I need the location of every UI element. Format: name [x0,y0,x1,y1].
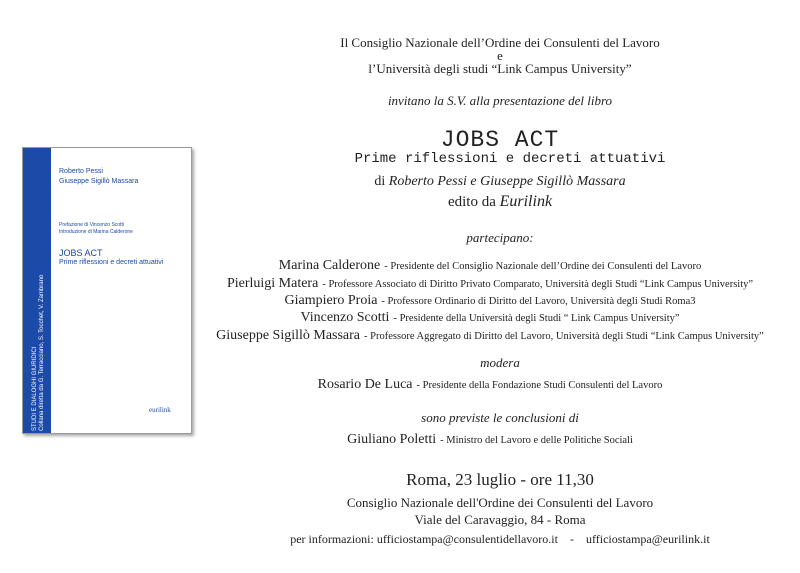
moderator-row: Rosario De Luca - Presidente della Fondazione Studi Consulenti del Lavoro [317,377,663,392]
conclusions-role: Ministro del Lavoro e delle Politiche Sociali [446,435,633,446]
participant-name: Vincenzo Scotti [300,310,390,325]
participant-name: Marina Calderone [278,258,381,273]
authors-prefix: di [374,174,386,189]
event-date-time: Roma, 23 luglio - ore 11,30 [406,470,594,489]
participant-name: Pierluigi Matera [226,276,319,291]
header-organizer-2: l’Università degli studi “Link Campus University” [368,61,632,76]
contact-separator: - [569,532,574,546]
participant-row: Pierluigi Matera - Professore Associato di Diritto Privato Comparato, Università degli Studi “Link Campus University” [226,276,754,291]
cover-title: JOBS ACT [59,248,103,258]
book-cover-image [22,147,192,434]
info-prefix: per informazioni: [290,532,374,546]
participant-name: Giampiero Proia [284,293,378,308]
participants-label: partecipano: [466,230,534,245]
participant-row: Vincenzo Scotti - Presidente della Università degli Studi “ Link Campus University” [300,310,680,325]
participant-row: Giuseppe Sigillò Massara - Professore Aggregato di Diritto del Lavoro, Università degli Studi “Link Campus University” [216,328,764,343]
cover-introduction: Introduzione di Marina Calderone [59,229,133,235]
participant-role: Presidente della Università degli Studi “ Link Campus University” [399,313,680,324]
book-title: JOBS ACT [440,127,560,153]
book-authors-line [300,175,700,188]
participant-row: Marina Calderone - Presidente del Consiglio Nazionale dell’Ordine dei Consulenti del Lavoro [278,258,702,273]
cover-publisher-logo: eurilink [149,406,171,414]
conclusions-label: sono previste le conclusioni di [421,410,579,425]
book-publisher: Eurilink [499,193,553,210]
header-organizer-1: Il Consiglio Nazionale dell’Ordine dei Consulenti del Lavoro [340,35,660,50]
participant-role: Presidente del Consiglio Nazionale dell’Ordine dei Consulenti del Lavoro [390,261,702,272]
moderator-label: modera [480,355,520,370]
conclusions-row: Giuliano Poletti - Ministro del Lavoro e delle Politiche Sociali [347,432,633,447]
cover-subtitle: Prime riflessioni e decreti attuativi [59,259,164,266]
moderator-name: Rosario De Luca [317,377,413,392]
participant-row: Giampiero Proia - Professore Ordinario di Diritto del Lavoro, Università degli Studi Roma3 [284,293,696,308]
event-venue: Consiglio Nazionale dell'Ordine dei Consulenti del Lavoro [346,495,654,510]
participant-role: Professore Associato di Diritto Privato Comparato, Università degli Studi “Link Campus University” [328,279,754,290]
cover-spine-editors: Collana diretta da G. Terracciano, S. Tocchet, V. Zambrano [39,274,45,431]
cover-author-2: Giuseppe Sigillò Massara [59,178,139,185]
book-publisher-line [300,195,700,209]
contact-email-1[interactable]: ufficiostampa@consulentidellavoro.it [376,532,558,546]
cover-author-1: Roberto Pessi [59,168,103,175]
cover-preface: Prefazione di Vincenzo Scotti [59,222,124,228]
participant-name: Giuseppe Sigillò Massara [216,328,361,343]
moderator-role: Presidente della Fondazione Studi Consulenti del Lavoro [422,380,663,391]
conclusions-name: Giuliano Poletti [347,432,437,447]
book-authors: Roberto Pessi e Giuseppe Sigillò Massara [388,174,626,189]
participant-role: Professore Aggregato di Diritto del Lavoro, Università degli Studi “Link Campus University” [370,331,764,342]
invitation-text: invitano la S.V. alla presentazione del libro [387,93,613,108]
participant-role: Professore Ordinario di Diritto del Lavoro, Università degli Studi Roma3 [387,296,696,307]
event-address: Viale del Caravaggio, 84 - Roma [414,512,586,527]
header-conjunction: e [497,48,503,63]
book-subtitle: Prime riflessioni e decreti attuativi [354,151,666,167]
publisher-prefix: edito da [447,194,496,210]
cover-spine-series: STUDI E DIALOGHI GIURIDICI [32,346,38,431]
contact-email-2[interactable]: ufficiostampa@eurilink.it [585,532,710,546]
event-contacts [270,532,730,547]
